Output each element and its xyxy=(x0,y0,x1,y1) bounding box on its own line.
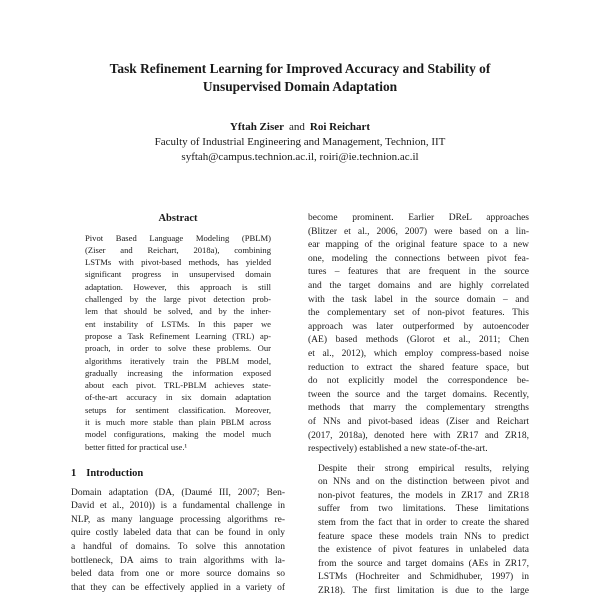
text-line: feature space these models train NNs to predict xyxy=(318,531,529,542)
text-line: tween the source and the target domains. Recently, xyxy=(308,389,529,400)
abstract-line: about each pivot. TRL-PBLM achieves state- xyxy=(85,380,271,391)
text-line: ear mapping of the original feature space to a new xyxy=(308,240,529,251)
affiliation: Faculty of Industrial Engineering and Management, Technion, IIT xyxy=(154,136,446,148)
abstract-line: LSTMs with pivot-based methods, has yielded xyxy=(85,257,271,268)
title-line-1: Task Refinement Learning for Improved Accuracy and Stability of xyxy=(109,61,491,76)
text-line: the existence of pivot features in unlabeled data xyxy=(318,545,529,556)
text-line: a handful of domains. To solve this annotation xyxy=(71,541,285,552)
text-line: (2017, 2018a), denoted here with ZR17 and ZR18, xyxy=(308,430,529,441)
right-column xyxy=(308,212,529,599)
text-line: the complementary set of non-pivot features. This xyxy=(308,308,529,319)
abstract-line: ent instability of LSTMs. In this paper we xyxy=(85,318,271,329)
text-line: do not explicitly model the correspondence be- xyxy=(308,376,529,387)
text-line: LSTMs (Hochreiter and Schmidhuber, 1997) in xyxy=(318,572,529,583)
right-paragraph-2 xyxy=(308,463,529,599)
abstract-line: challenged by the large pivot detection prob- xyxy=(85,294,271,305)
text-line: from the source and target domains (AEs in ZR17, xyxy=(318,558,529,569)
abstract-line: significant progress in unsupervised domain xyxy=(85,269,271,280)
text-line: methods that marry the complementary strengths xyxy=(308,403,529,414)
text-line: ZR18). The first limitation is due to the large xyxy=(318,586,529,597)
abstract-text xyxy=(85,232,271,453)
title-line-2: Unsupervised Domain Adaptation xyxy=(202,79,398,94)
abstract-line: it is much more stable than plain PBLM across xyxy=(85,417,271,428)
abstract-line: model configurations, making the model much xyxy=(85,429,271,440)
section-title: Introduction xyxy=(86,467,144,479)
abstract-line: algorithms iteratively train the PBLM model, xyxy=(85,355,271,366)
abstract-body xyxy=(85,232,271,453)
text-line: quire costly labeled data that can be found in only xyxy=(71,528,285,539)
author-names xyxy=(40,120,560,135)
abstract-line: propose a Task Refinement Learning (TRL) ap- xyxy=(85,330,271,341)
text-line: stem from the fact that in order to create the shared xyxy=(318,518,529,529)
author-1: Yftah Ziser xyxy=(229,121,284,133)
abstract-line: lem that should be solved, and by the inher- xyxy=(85,306,271,317)
text-line: approach was later outperformed by autoencoder xyxy=(308,321,529,332)
text-line: Despite their strong empirical results, relying xyxy=(318,463,529,474)
text-line: et al., 2012), which employ compress-based noise xyxy=(308,348,529,359)
abstract-line: better fitted for practical use.¹ xyxy=(85,441,188,452)
text-line: suffer from two limitations. These limitations xyxy=(318,504,529,515)
text-line: become prominent. Earlier DReL approaches xyxy=(308,213,529,223)
text-line: one, modeling the connections between pivot fea- xyxy=(308,253,529,264)
introduction-paragraph xyxy=(71,487,285,596)
text-line: respectively) established a new state-of-the-art. xyxy=(308,444,488,455)
text-line: on NNs and on the distinction between pivot and xyxy=(318,477,529,488)
section-number: 1 xyxy=(71,467,77,479)
text-line: and the target domains and are highly correlated xyxy=(308,280,529,291)
left-column xyxy=(71,212,285,595)
abstract-line: gradually increasing the information exposed xyxy=(85,367,271,378)
paper-title xyxy=(40,60,560,96)
text-line: with the task label in the source domain – and xyxy=(308,294,529,305)
text-line: non-pivot features, the models in ZR17 and ZR18 xyxy=(318,490,529,501)
text-line: NLP, as many language processing algorithms re- xyxy=(71,514,285,525)
abstract-line: (Ziser and Reichart, 2018a), combining xyxy=(85,244,271,255)
text-line: beled data from one or more source domains so xyxy=(71,569,285,580)
text-line: of NNs and pivot-based ideas (Ziser and Reichart xyxy=(308,416,529,427)
text-line: Domain adaptation (DA, (Daumé III, 2007; Ben- xyxy=(71,487,285,498)
text-line: (Blitzer et al., 2006, 2007) were based on a lin- xyxy=(308,226,529,237)
author-2: Roi Reichart xyxy=(309,121,371,133)
abstract-heading: Abstract xyxy=(158,213,198,224)
text-line: David et al., 2010)) is a fundamental challenge in xyxy=(71,501,285,512)
text-line: (AE) based methods (Glorot et al., 2011; Chen xyxy=(308,335,529,346)
right-paragraph-1 xyxy=(308,212,529,457)
text-line: bottleneck, DA aims to train algorithms with la- xyxy=(71,555,285,566)
abstract-line: of-the-art accuracy in six domain adaptation xyxy=(85,392,271,403)
section-heading-introduction xyxy=(71,467,285,481)
text-line: that they can be effectively applied in a variety of xyxy=(71,582,285,593)
text-line: reduction to extract the shared feature space, but xyxy=(308,362,529,373)
abstract-line: proach, in order to solve these problems. Our xyxy=(85,343,271,354)
abstract-line: adaptation. However, this approach is still xyxy=(85,281,271,292)
abstract-line: Pivot Based Language Modeling (PBLM) xyxy=(85,232,271,243)
text-line: tures – features that are frequent in the source xyxy=(308,267,529,278)
abstract-line: setups for sentiment classification. Moreover, xyxy=(85,404,271,415)
author-conjunction: and xyxy=(289,121,305,133)
emails: syftah@campus.technion.ac.il, roiri@ie.technion.ac.il xyxy=(181,151,419,163)
author-block xyxy=(40,120,560,165)
